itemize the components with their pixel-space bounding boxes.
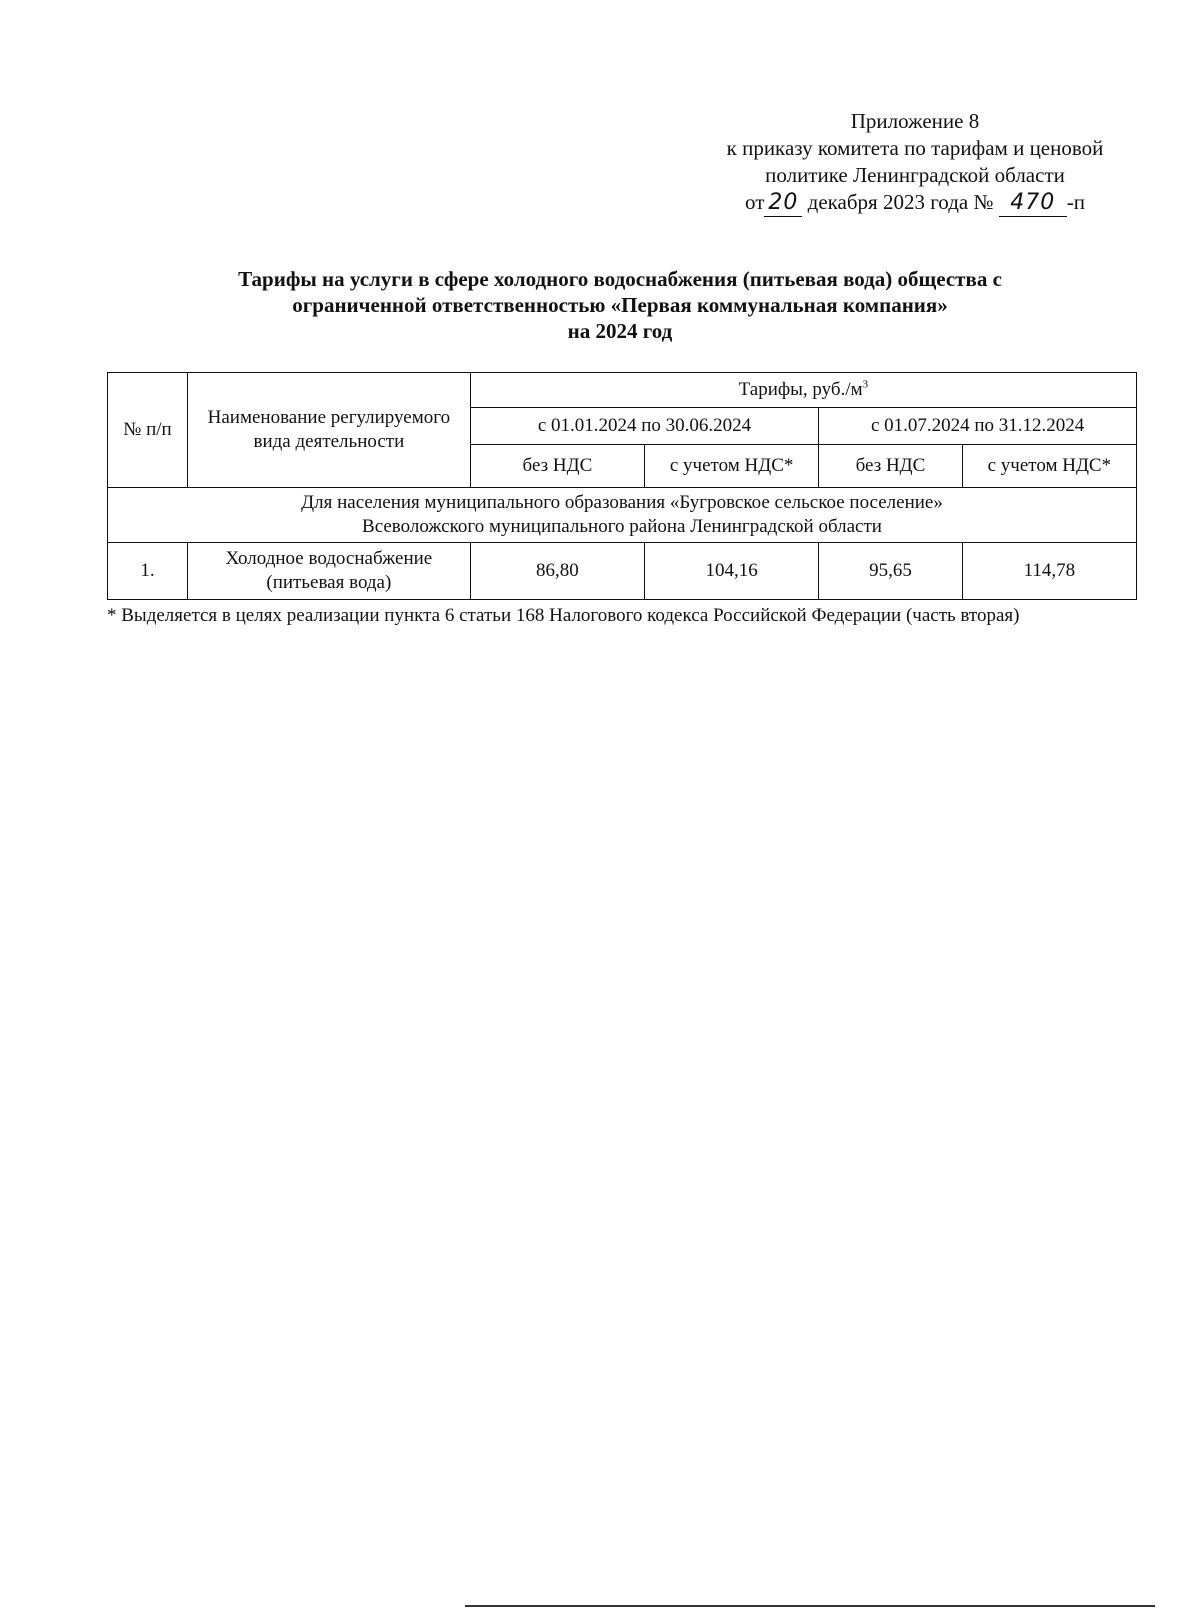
table-group-row	[108, 488, 1137, 543]
handwritten-day: 20	[764, 189, 802, 217]
appendix-order-line: к приказу комитета по тарифам и ценовой	[726, 136, 1104, 160]
title-line-3: на 2024 год	[567, 319, 673, 343]
header-tariffs-sup: 3	[862, 378, 869, 391]
header-tariffs-label: Тарифы, руб./м	[738, 379, 863, 400]
order-suffix: -п	[1066, 190, 1085, 214]
table-row	[108, 543, 1137, 600]
document-title	[100, 266, 1140, 344]
handwritten-order-number: 470	[999, 189, 1067, 217]
header-period-1: с 01.01.2024 по 30.06.2024	[470, 408, 818, 445]
tariffs-table	[107, 372, 1137, 600]
header-p2-with-vat: с учетом НДС*	[962, 445, 1136, 488]
row-p1-no-vat: 86,80	[470, 543, 644, 600]
row-num: 1.	[108, 543, 188, 600]
header-tariffs	[470, 373, 1136, 408]
row-p1-with-vat: 104,16	[645, 543, 819, 600]
date-middle: декабря 2023 года №	[807, 190, 994, 214]
header-p1-no-vat: без НДС	[470, 445, 644, 488]
header-num: № п/п	[108, 373, 188, 488]
appendix-committee-line: политике Ленинградской области	[765, 163, 1065, 187]
appendix-header	[690, 108, 1140, 217]
header-p1-with-vat: с учетом НДС*	[645, 445, 819, 488]
appendix-date-line	[690, 189, 1140, 217]
title-line-2: ограниченной ответственностью «Первая коммунальная компания»	[292, 293, 948, 317]
header-p2-no-vat: без НДС	[819, 445, 962, 488]
group-caption-line-2: Всеволожского муниципального района Ленинградской области	[362, 516, 882, 537]
header-period-2: с 01.07.2024 по 31.12.2024	[819, 408, 1137, 445]
scan-edge-line	[465, 1605, 1155, 1607]
row-p2-with-vat: 114,78	[962, 543, 1136, 600]
group-caption	[108, 488, 1137, 543]
header-activity-name: Наименование регулируемого вида деятельности	[187, 373, 470, 488]
table-header-row	[108, 373, 1137, 408]
appendix-title: Приложение 8	[850, 109, 980, 133]
title-line-1: Тарифы на услуги в сфере холодного водоснабжения (питьевая вода) общества с	[238, 267, 1002, 291]
row-activity-name: Холодное водоснабжение (питьевая вода)	[187, 543, 470, 600]
date-prefix: от	[745, 190, 765, 214]
row-p2-no-vat: 95,65	[819, 543, 962, 600]
group-caption-line-1: Для населения муниципального образования «Бугровское сельское поселение»	[301, 492, 943, 513]
footnote: * Выделяется в целях реализации пункта 6 статьи 168 Налогового кодекса Российской Федерации (часть вторая)	[107, 605, 1020, 626]
